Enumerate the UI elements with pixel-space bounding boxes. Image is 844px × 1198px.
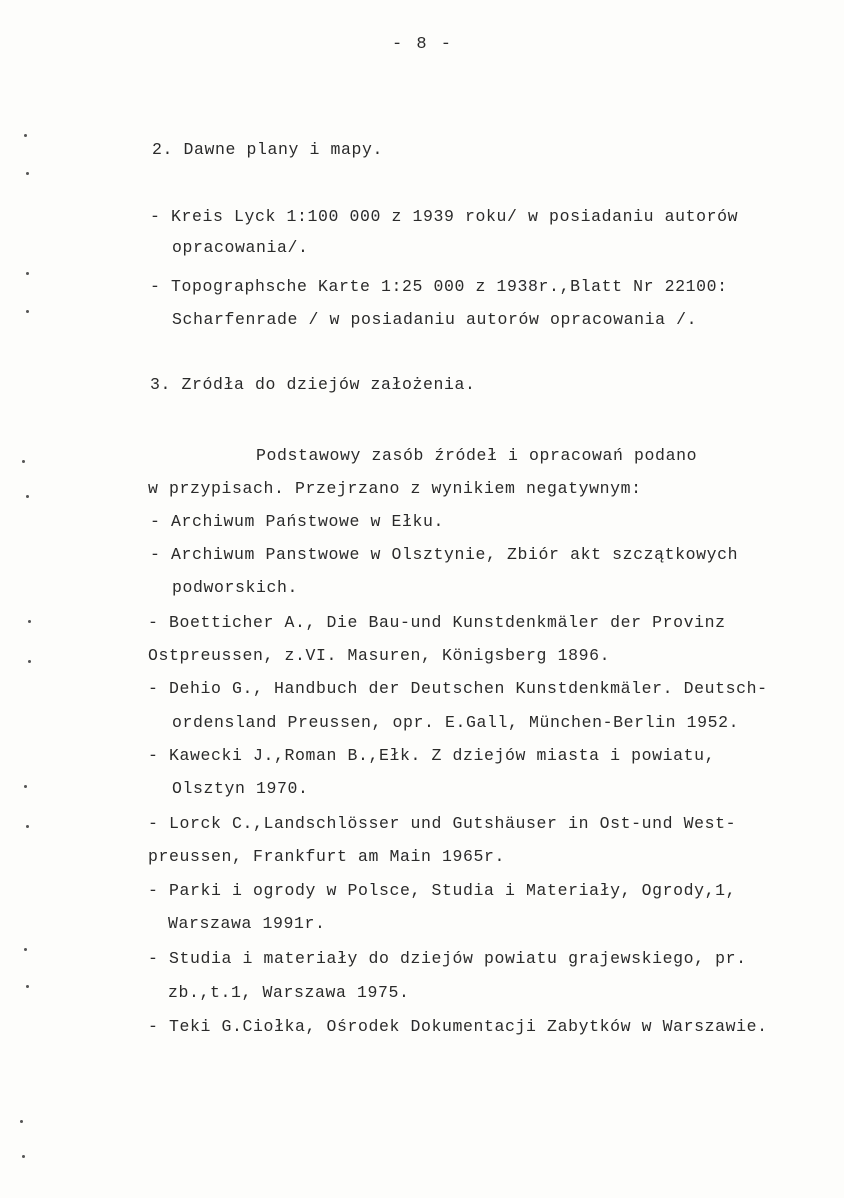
section-2-heading: 2. Dawne plany i mapy.: [152, 140, 384, 159]
scan-mark: [20, 1120, 23, 1123]
intro-line: w przypisach. Przejrzano z wynikiem negatywnym:: [148, 479, 642, 498]
source-item-line: - Parki i ogrody w Polsce, Studia i Materiały, Ogrody,1,: [148, 881, 737, 900]
source-item-line: Warszawa 1991r.: [168, 914, 326, 933]
scan-mark: [24, 134, 27, 137]
source-item-line: - Archiwum Panstwowe w Olsztynie, Zbiór akt szczątkowych: [150, 545, 739, 564]
source-item-line: Ostpreussen, z.VI. Masuren, Königsberg 1896.: [148, 646, 611, 665]
scan-mark: [26, 985, 29, 988]
map-item-line: Scharfenrade / w posiadaniu autorów opracowania /.: [172, 310, 698, 329]
scan-mark: [26, 495, 29, 498]
scan-mark: [26, 825, 29, 828]
scan-mark: [22, 460, 25, 463]
source-item-line: - Boetticher A., Die Bau-und Kunstdenkmäler der Provinz: [148, 613, 726, 632]
section-3-heading: 3. Zródła do dziejów założenia.: [150, 375, 476, 394]
source-item-line: - Teki G.Ciołka, Ośrodek Dokumentacji Zabytków w Warszawie.: [148, 1017, 768, 1036]
intro-line: Podstawowy zasób źródeł i opracowań podano: [256, 446, 698, 465]
source-item-line: - Archiwum Państwowe w Ełku.: [150, 512, 445, 531]
page-number: - 8 -: [392, 35, 454, 54]
scan-mark: [28, 660, 31, 663]
source-item-line: - Lorck C.,Landschlösser und Gutshäuser in Ost-und West-: [148, 814, 737, 833]
source-item-line: ordensland Preussen, opr. E.Gall, München-Berlin 1952.: [172, 713, 740, 732]
scan-mark: [26, 310, 29, 313]
source-item-line: preussen, Frankfurt am Main 1965r.: [148, 847, 506, 866]
map-item-line: - Topographsche Karte 1:25 000 z 1938r.,Blatt Nr 22100:: [150, 277, 728, 296]
source-item-line: - Kawecki J.,Roman B.,Ełk. Z dziejów miasta i powiatu,: [148, 746, 716, 765]
source-item-line: Olsztyn 1970.: [172, 779, 309, 798]
scan-mark: [26, 172, 29, 175]
scan-mark: [28, 620, 31, 623]
source-item-line: - Studia i materiały do dziejów powiatu grajewskiego, pr.: [148, 949, 747, 968]
scan-mark: [22, 1155, 25, 1158]
scan-mark: [24, 948, 27, 951]
source-item-line: podworskich.: [172, 578, 299, 597]
scan-mark: [26, 272, 29, 275]
map-item-line: opracowania/.: [172, 238, 309, 257]
source-item-line: - Dehio G., Handbuch der Deutschen Kunstdenkmäler. Deutsch-: [148, 679, 768, 698]
map-item-line: - Kreis Lyck 1:100 000 z 1939 roku/ w posiadaniu autorów: [150, 207, 739, 226]
source-item-line: zb.,t.1, Warszawa 1975.: [168, 983, 410, 1002]
scan-mark: [24, 785, 27, 788]
